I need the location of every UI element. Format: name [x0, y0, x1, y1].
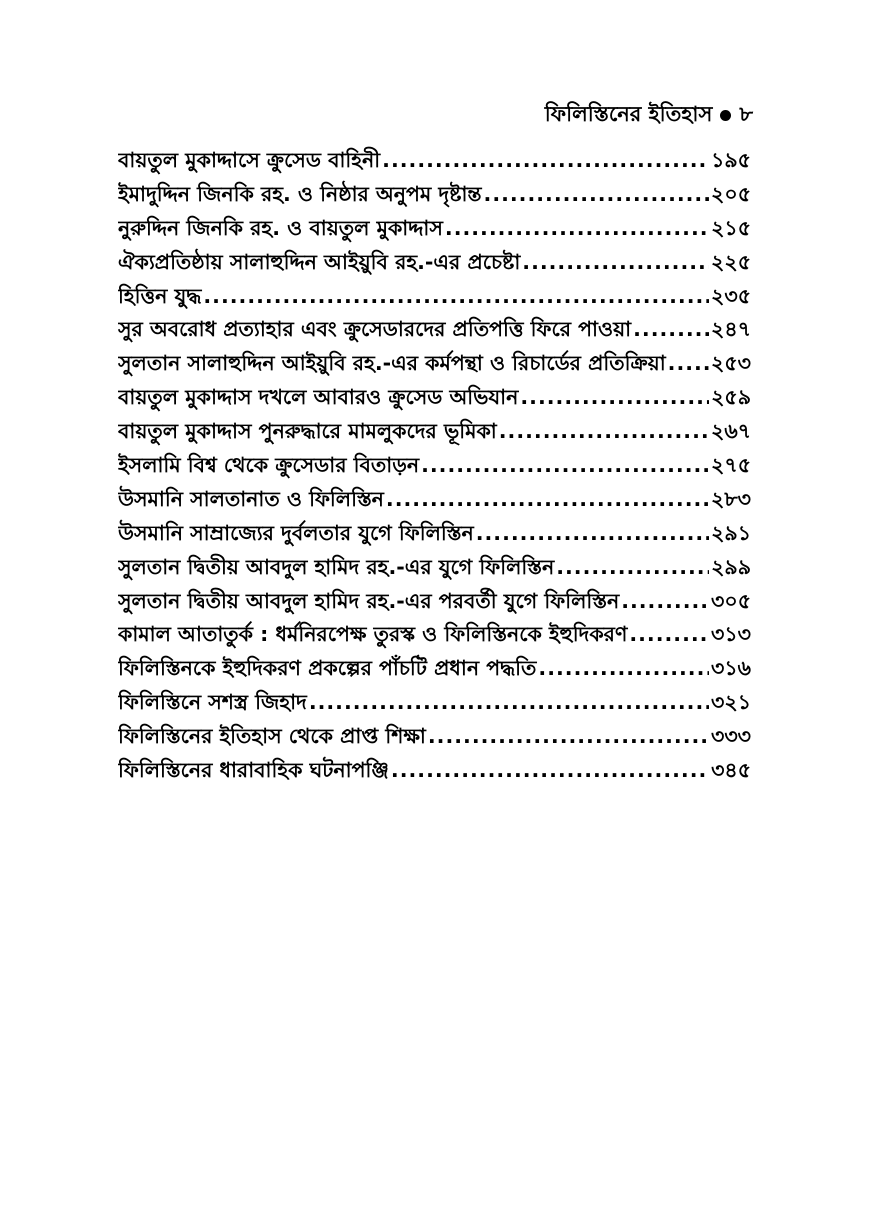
toc-entry-title: কামাল আতাতুর্ক : ধর্মনিরপেক্ষ তুরস্ক ও ফিলিস্তিনকে ইহুদিকরণ: [118, 622, 628, 647]
toc-entry: [118, 552, 751, 586]
toc-entry-page: ২১৫: [711, 215, 751, 240]
toc-entry: [118, 314, 751, 348]
dot-leader: [445, 216, 709, 240]
toc-entry-title: বায়তুল মুকাদ্দাসে ক্রুসেড বাহিনী: [118, 148, 381, 172]
toc-entry: [118, 518, 751, 552]
toc-entry-title: ঐক্যপ্রতিষ্ঠায় সালাহুদ্দিন আইয়ুবি রহ.-এর প্রচেষ্টা: [118, 249, 521, 274]
dot-leader: [309, 690, 709, 714]
toc-entry-title: সুলতান সালাহুদ্দিন আইয়ুবি রহ.-এর কর্মপন্থা ও রিচার্ডের প্রতিক্রিয়া: [118, 351, 666, 376]
toc-entry: [118, 619, 751, 653]
toc-entry-page: ২৯১: [711, 520, 751, 545]
toc-entry-title: সুলতান দ্বিতীয় আবদুল হামিদ রহ.-এর যুগে ফিলিস্তিন: [118, 554, 555, 579]
toc-entry: [118, 179, 751, 213]
dot-leader: [520, 385, 709, 409]
toc-entry-page: ২৮৩: [711, 486, 751, 511]
toc-entry-title: হিত্তিন যুদ্ধ: [118, 283, 202, 308]
toc-entry-title: সুর অবরোধ প্রত্যাহার এবং ক্রুসেডারদের প্রতিপত্তি ফিরে পাওয়া: [118, 317, 632, 342]
toc-entry: [118, 450, 751, 484]
toc-entry-page: ২৭৫: [711, 453, 751, 478]
dot-leader: [421, 453, 709, 477]
toc-entry-page: ৩১৬: [711, 656, 751, 681]
toc-entry-title: বায়তুল মুকাদ্দাস দখলে আবারও ক্রুসেড অভিযান: [118, 385, 519, 410]
toc-entry: [118, 484, 751, 518]
dot-leader: [386, 487, 709, 511]
book-title: ফিলিস্তিনের ইতিহাস: [544, 102, 713, 126]
toc-entry-title: উসমানি সালতানাত ও ফিলিস্তিন: [118, 486, 384, 511]
toc-entry-title: ফিলিস্তিনের ইতিহাস থেকে প্রাপ্ত শিক্ষা: [118, 724, 426, 749]
dot-leader: [382, 148, 709, 172]
dot-leader: [391, 758, 709, 782]
toc-entry-page: ২৫৩: [711, 351, 751, 376]
dot-leader: [556, 555, 709, 579]
toc-entry-page: ২০৫: [711, 181, 751, 206]
toc-entry-page: ৩৪৫: [711, 758, 751, 783]
dot-leader: [476, 521, 709, 545]
toc-entry-title: নুরুদ্দিন জিনকি রহ. ও বায়তুল মুকাদ্দাস: [118, 215, 443, 240]
toc-entry: [118, 586, 751, 620]
toc-entry-title: ইমাদুদ্দিন জিনকি রহ. ও নিষ্ঠার অনুপম দৃষ্টান্ত: [118, 181, 482, 206]
dot-leader: [633, 317, 709, 341]
toc-entry-title: ফিলিস্তিনের ধারাবাহিক ঘটনাপঞ্জি: [118, 758, 389, 783]
toc-entry: [118, 755, 751, 789]
toc-entry-page: ২৩৫: [711, 283, 751, 308]
toc-entry-title: ইসলামি বিশ্ব থেকে ক্রুসেডার বিতাড়ন: [118, 453, 420, 478]
dot-leader: [668, 351, 709, 375]
toc-entry: [118, 653, 751, 687]
toc-entry: [118, 382, 751, 416]
toc-entry: [118, 281, 751, 315]
toc-entry-title: ফিলিস্তিনকে ইহুদিকরণ প্রকল্পের পাঁচটি প্রধান পদ্ধতি: [118, 656, 537, 681]
toc-entry: [118, 247, 751, 281]
toc-entry-title: সুলতান দ্বিতীয় আবদুল হামিদ রহ.-এর পরবর্তী যুগে ফিলিস্তিন: [118, 588, 620, 613]
toc-entry-title: ফিলিস্তিনে সশস্ত্র জিহাদ: [118, 690, 307, 715]
bullet-separator: [720, 110, 731, 121]
toc-entry: [118, 416, 751, 450]
dot-leader: [428, 724, 709, 748]
toc-entry: [118, 348, 751, 382]
dot-leader: [522, 250, 709, 274]
toc-entry-title: বায়তুল মুকাদ্দাস পুনরুদ্ধারে মামলুকদের ভূমিকা: [118, 419, 497, 444]
dot-leader: [203, 284, 709, 308]
toc-entry-page: ৩১৩: [711, 622, 751, 647]
toc-entry-page: ৩০৫: [711, 588, 751, 613]
toc-entry-page: ২৬৭: [711, 419, 751, 444]
running-header: [545, 98, 753, 133]
toc-entry-page: ২৪৭: [711, 317, 751, 342]
toc-entry-page: ২৯৯: [711, 554, 751, 579]
toc-entry: [118, 213, 751, 247]
dot-leader: [629, 622, 709, 646]
toc-entry-page: ৩৩৩: [711, 724, 751, 749]
page-number: ৮: [739, 102, 753, 126]
toc-entry: [118, 145, 751, 179]
toc-entry-page: ২২৫: [711, 249, 751, 274]
toc-entry-page: ৩২১: [711, 690, 751, 715]
dot-leader: [499, 419, 709, 443]
dot-leader: [484, 182, 710, 206]
toc-entry-title: উসমানি সাম্রাজ্যের দুর্বলতার যুগে ফিলিস্তিন: [118, 520, 474, 545]
toc-entry-page: ২৫৯: [711, 385, 751, 410]
dot-leader: [621, 589, 709, 613]
dot-leader: [538, 656, 709, 680]
toc-entry: [118, 687, 751, 721]
toc-entry-page: ১৯৫: [711, 148, 751, 172]
toc-entry: [118, 721, 751, 755]
table-of-contents: [118, 145, 751, 789]
